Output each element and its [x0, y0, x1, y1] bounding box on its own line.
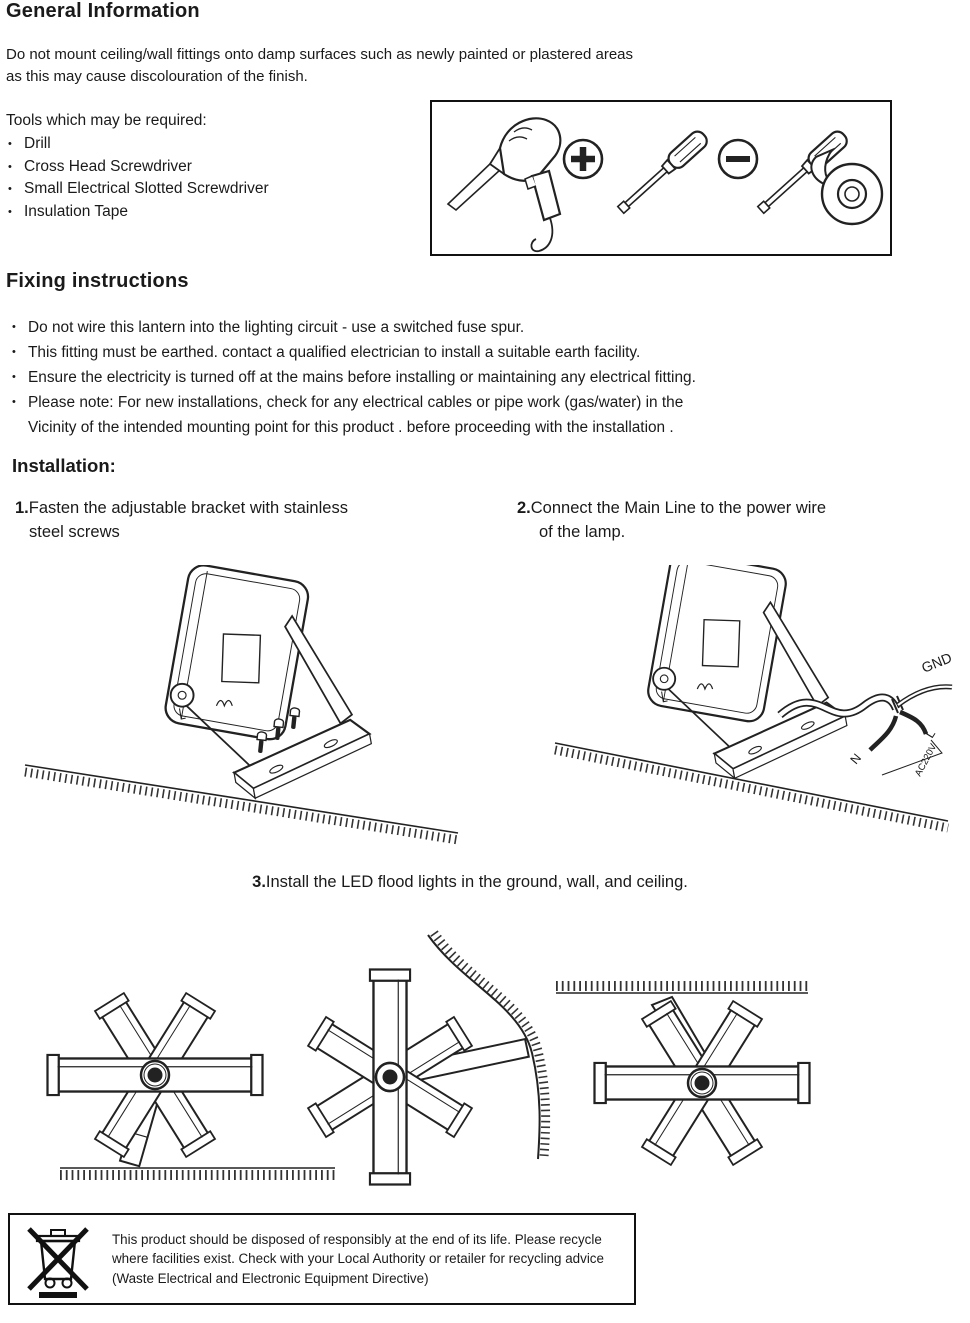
fixing-instruction-line: Vicinity of the intended mounting point for this product . before proceeding with the installation .: [28, 419, 674, 436]
fixing-instructions-list: [10, 315, 940, 440]
tools-list: [6, 133, 269, 223]
voltage-label: AC220V: [912, 741, 940, 779]
mounting-positions-illustration: [0, 925, 970, 1195]
step-number: 1.: [15, 499, 29, 517]
weee-crossed-out-wheelie-bin-icon: [26, 1219, 90, 1299]
cross-head-bit-icon: [564, 140, 602, 178]
step-line: Install the LED flood lights in the ground, wall, and ceiling.: [265, 873, 688, 891]
weee-line: This product should be disposed of responsibly at the end of its life. Please recycle: [112, 1231, 602, 1247]
tools-list-item: • Insulation Tape: [6, 201, 269, 224]
weee-notice-box: [8, 1213, 636, 1305]
step2-figure: [500, 565, 970, 855]
fixing-instruction-item: [10, 390, 940, 440]
step-number: 3.: [252, 873, 266, 891]
general-information-paragraph: [6, 44, 633, 88]
installation-step-1-text: [15, 496, 475, 544]
wiring-illustration: [500, 565, 970, 855]
fixing-instruction-item: • Ensure the electricity is turned off at the mains before installing or maintaining any electrical fitting.: [10, 365, 940, 390]
ceiling-mount-figure: [556, 986, 810, 1165]
floodlight-drawing: [163, 565, 371, 798]
tools-list-item: • Drill: [6, 133, 269, 156]
step3-figure: [0, 925, 970, 1195]
installation-heading: Installation:: [12, 455, 116, 476]
installation-step-3-text: [0, 870, 940, 894]
drill-icon: [448, 118, 560, 251]
tools-section: [6, 109, 269, 223]
tools-illustration-box: [430, 100, 892, 256]
tools-list-item: • Small Electrical Slotted Screwdriver: [6, 178, 269, 201]
cross-head-screwdriver-icon: [615, 128, 710, 216]
floodlight-drawing: [646, 565, 847, 778]
weee-notice-text: [112, 1230, 604, 1289]
step-number: 2.: [517, 499, 531, 517]
weee-line: where facilities exist. Check with your Local Authority or retailer for recycling advice: [112, 1251, 604, 1267]
fixing-instruction-item: • This fitting must be earthed. contact a qualified electrician to install a suitable earth facility.: [10, 340, 940, 365]
live-label: L: [922, 727, 939, 741]
tools-illustration: [432, 102, 890, 254]
weee-line: (Waste Electrical and Electronic Equipment Directive): [112, 1270, 429, 1286]
wall-mount-figure: [308, 933, 546, 1185]
fixing-instruction-item: • Do not wire this lantern into the lighting circuit - use a switched fuse spur.: [10, 315, 940, 340]
tools-list-item: • Cross Head Screwdriver: [6, 156, 269, 179]
paragraph-line: Do not mount ceiling/wall fittings onto damp surfaces such as newly painted or plastered areas: [6, 46, 634, 63]
step-line: Connect the Main Line to the power wire: [530, 499, 827, 517]
installation-step-2-text: [517, 496, 957, 544]
step1-figure: [20, 565, 480, 855]
ground-mount-figure: [48, 993, 336, 1175]
paragraph-line: as this may cause discolouration of the finish.: [6, 68, 308, 85]
insulation-tape-icon: [811, 150, 882, 224]
bracket-fastening-illustration: [20, 565, 480, 855]
step-line: of the lamp.: [539, 523, 626, 541]
step-line: Fasten the adjustable bracket with stainless: [28, 499, 348, 517]
gnd-label: GND: [919, 649, 954, 676]
general-information-heading: General Information: [6, 0, 200, 22]
fixing-instructions-heading: Fixing instructions: [6, 270, 189, 292]
tools-intro: Tools which may be required:: [6, 112, 207, 129]
step-line: steel screws: [29, 523, 120, 541]
neutral-label: N: [847, 751, 865, 767]
fixing-instruction-line: Please note: For new installations, check for any electrical cables or pipe work (gas/water) in the: [28, 394, 684, 411]
slotted-bit-icon: [719, 140, 757, 178]
